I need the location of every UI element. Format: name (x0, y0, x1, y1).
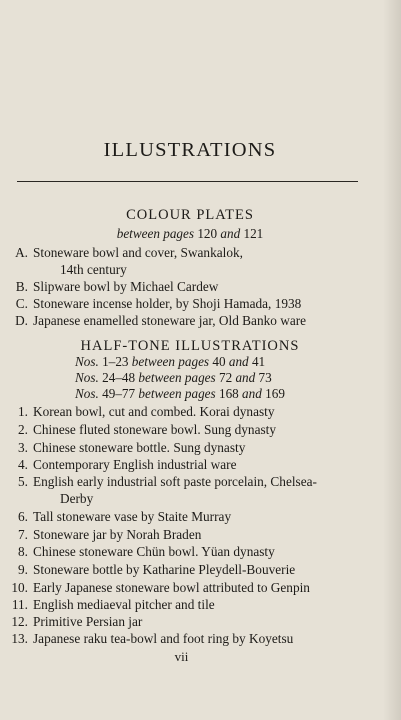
and-label: and (235, 370, 256, 385)
list-item-label: D. (15, 313, 28, 328)
list-item-label: 4. (18, 457, 28, 472)
colour-plates-pages (0, 226, 380, 242)
list-item-label: 1. (18, 404, 28, 419)
list-item-label: 8. (18, 544, 28, 559)
page-number: 73 (258, 370, 272, 385)
between-label: between pages (138, 370, 216, 385)
list-item-text: Chinese stoneware Chün bowl. Yüan dynasty (33, 544, 275, 559)
range-value: 24–48 (102, 370, 136, 385)
list-item-text: Stoneware incense holder, by Shoji Hamada, 1938 (33, 296, 302, 311)
page-title: ILLUSTRATIONS (103, 139, 277, 161)
list-item-label: 10. (11, 580, 28, 595)
halftone-heading: HALF-TONE ILLUSTRATIONS (80, 338, 300, 354)
list-item-text: Japanese enamelled stoneware jar, Old Banko ware (33, 313, 307, 328)
page-number: 41 (251, 354, 266, 369)
list-item-label: B. (15, 279, 28, 294)
page-range (75, 354, 265, 370)
page-edge-shadow (383, 0, 401, 720)
list-item-text: Stoneware jar by Norah Braden (33, 527, 202, 542)
page-number-folio: vii (174, 649, 189, 664)
list-item-text: Stoneware bowl and cover, Swankalok, (33, 245, 243, 260)
list-item-label: 7. (18, 527, 28, 542)
page-number: 40 (212, 354, 226, 369)
list-item-text: Chinese fluted stoneware bowl. Sung dynasty (33, 422, 276, 437)
list-item-label: 2. (18, 422, 28, 437)
nos-label: Nos. (75, 370, 99, 385)
page-range (75, 386, 285, 402)
list-item-text: Japanese raku tea-bowl and foot ring by Koyetsu (33, 631, 294, 646)
and-label: and (228, 354, 249, 369)
list-item-text-cont: 14th century (60, 262, 127, 277)
colour-plates-heading: COLOUR PLATES (126, 207, 254, 223)
list-item-label: 12. (11, 614, 28, 629)
title-rule (17, 181, 358, 182)
list-item-text: Chinese stoneware bottle. Sung dynasty (33, 440, 246, 455)
list-item-text: Slipware bowl by Michael Cardew (33, 279, 219, 294)
between-label: between pages (138, 386, 216, 401)
pages-prefix: between pages (116, 226, 195, 241)
page-number: 121 (243, 226, 264, 241)
list-item-text: Contemporary English industrial ware (33, 457, 237, 472)
pages-and: and (220, 226, 241, 241)
list-item-text: English early industrial soft paste porcelain, Chelsea- (33, 474, 317, 489)
and-label: and (242, 386, 262, 401)
list-item-label: 11. (11, 597, 28, 612)
list-item-label: 3. (18, 440, 28, 455)
list-item-label: 6. (18, 509, 28, 524)
nos-label: Nos. (75, 354, 99, 369)
list-item-label: 5. (18, 474, 28, 489)
page-range (75, 370, 272, 386)
list-item-text: English mediaeval pitcher and tile (33, 597, 215, 612)
page-number: 168 (218, 386, 239, 401)
list-item-label: C. (15, 296, 28, 311)
page-number: 169 (265, 386, 285, 401)
list-item-text: Early Japanese stoneware bowl attributed to Genpin (33, 580, 310, 595)
range-value: 49–77 (102, 386, 136, 401)
nos-label: Nos. (75, 386, 99, 401)
list-item-text: Tall stoneware vase by Staite Murray (33, 509, 232, 524)
list-item-text: Primitive Persian jar (33, 614, 143, 629)
list-item-label: 9. (18, 562, 28, 577)
list-item-text: Korean bowl, cut and combed. Korai dynasty (33, 404, 275, 419)
range-value: 1–23 (102, 354, 129, 369)
page-number: 120 (197, 226, 218, 241)
list-item-text-cont: Derby (60, 491, 94, 506)
list-item-label: A. (15, 245, 28, 260)
between-label: between pages (131, 354, 210, 369)
list-item-text: Stoneware bottle by Katharine Pleydell-Bouverie (33, 562, 296, 577)
list-item-label: 13. (11, 631, 28, 646)
page-number: 72 (218, 370, 233, 385)
